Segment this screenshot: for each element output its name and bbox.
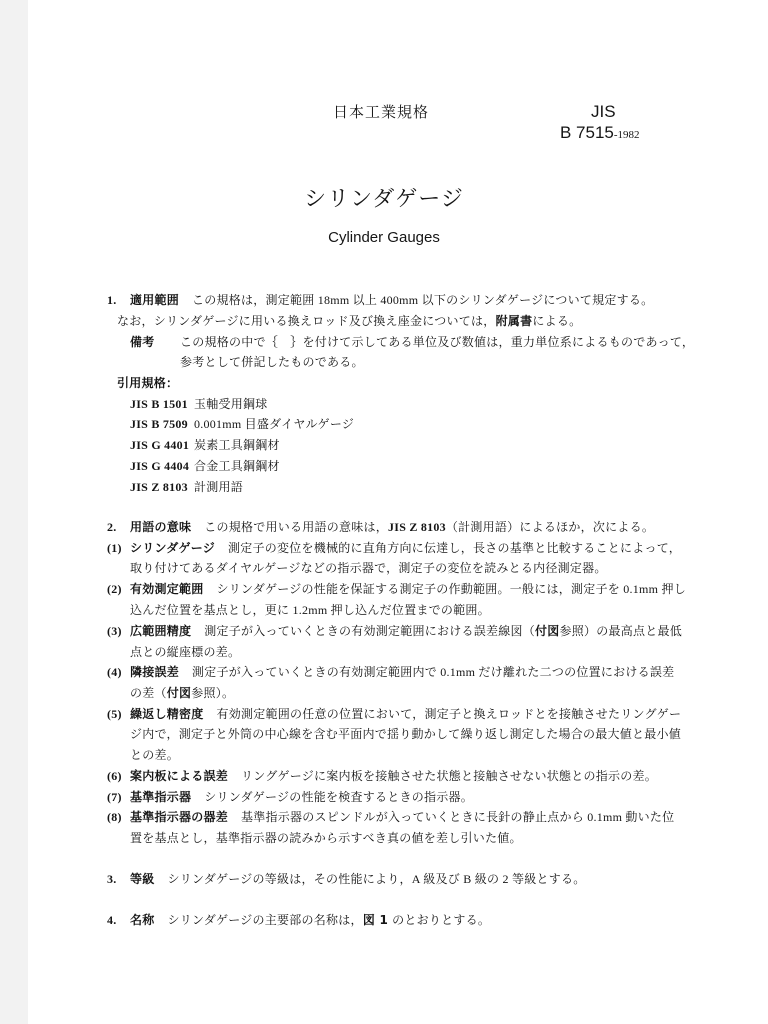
section-4-text-end: のとおりとする。 (392, 913, 491, 927)
definition-term: 案内板による誤差 (130, 769, 229, 783)
section-1-note-end: による。 (532, 314, 582, 328)
section-2-number: 2. (107, 520, 117, 534)
standard-code: B 7515 (560, 123, 614, 142)
definition-1-line-2: 取り付けてあるダイヤルゲージなどの指示器で，測定子の変位を読みとる内径測定器。 (130, 561, 607, 575)
cited-standard-title: 玉軸受用鋼球 (194, 397, 268, 411)
cited-standard-title: 0.001mm 目盛ダイヤルゲージ (194, 417, 355, 431)
definition-8-line-2: 置を基点とし，基準指示器の読みから示すべき真の値を差し引いた値。 (130, 831, 522, 845)
cited-standard-code: JIS Z 8103 (130, 480, 188, 494)
section-4-text: シリンダゲージの主要部の名称は， (167, 913, 363, 927)
section-3-heading: 等級 (130, 872, 155, 886)
cited-standard-title: 計測用語 (194, 480, 244, 494)
definition-8-line-1 (107, 807, 674, 827)
figure-1-reference: 図 1 (362, 913, 389, 927)
definition-text: 有効測定範囲の任意の位置において，測定子と換えロッドとを接触させたリングゲー (216, 707, 682, 721)
cited-standards-label: 引用規格： (117, 376, 179, 390)
definition-1-line-1 (107, 538, 681, 558)
definition-term: 有効測定範囲 (130, 582, 204, 596)
definition-6-line-1 (107, 766, 657, 786)
section-1-text: この規格は，測定範囲 18mm 以上 400mm 以下のシリンダゲージについて規定する。 (192, 293, 654, 307)
definition-text: の差（ (130, 686, 167, 700)
cited-standard-title: 合金工具鋼鋼材 (194, 459, 280, 473)
section-1-note-text: なお，シリンダゲージに用いる換えロッド及び換え座金については， (117, 314, 496, 328)
section-2-standard-reference: JIS Z 8103 (388, 520, 446, 534)
definition-number: (1) (107, 541, 122, 555)
definition-text: 基準指示器のスピンドルが入っていくときに長針の静止点から 0.1mm 動いた位 (241, 810, 675, 824)
remark-label: 備考 (130, 335, 155, 349)
definition-text: 測定子が入っていくときの有効測定範囲における誤差線図（ (204, 624, 536, 638)
section-3-grade-line (107, 869, 586, 889)
definition-3-line-2: 点との縦座標の差。 (130, 645, 241, 659)
definition-number: (3) (107, 624, 122, 638)
document-title: シリンダゲージ (304, 187, 464, 212)
section-4-heading: 名称 (130, 913, 155, 927)
cited-standard-code: JIS B 7509 (130, 417, 188, 431)
definition-number: (6) (107, 769, 122, 783)
definition-5-line-1 (107, 704, 681, 724)
cited-standard-item (130, 435, 280, 455)
definition-4-line-1 (107, 662, 674, 682)
definition-7-line-1 (107, 787, 473, 807)
section-3-text: シリンダゲージの等級は，その性能により，A 級及び B 級の 2 等級とする。 (167, 872, 586, 886)
definition-term: 基準指示器 (130, 790, 192, 804)
definition-term: 隣接誤差 (130, 665, 180, 679)
definition-text: シリンダゲージの性能を保証する測定子の作動範囲。一般には，測定子を 0.1mm 押し (216, 582, 686, 596)
remark-text: この規格の中で｛ ｝を付けて示してある単位及び数値は，重力単位系によるものであって， (180, 335, 695, 349)
remark-line-1 (130, 332, 694, 352)
definition-text: 測定子の変位を機械的に直角方向に伝達し，長さの基準と比較することによって， (228, 541, 682, 555)
definition-term: 基準指示器の器差 (130, 810, 229, 824)
standard-number (560, 122, 640, 146)
left-margin-strip (0, 0, 28, 1024)
section-1-scope-line (107, 290, 653, 310)
definition-3-line-1 (107, 621, 682, 641)
section-2-text-end: （計測用語）によるほか，次による。 (445, 520, 655, 534)
definition-term: 広範囲精度 (130, 624, 192, 638)
figure-reference: 付図 (535, 624, 560, 638)
definition-5-line-2: ジ内で，測定子と外筒の中心線を含む平面内で揺り動かして繰り返し測定した場合の最大値と最小値 (130, 727, 682, 741)
definition-text: シリンダゲージの性能を検査するときの指示器。 (204, 790, 474, 804)
cited-standard-item (130, 414, 354, 434)
section-2-heading: 用語の意味 (130, 520, 192, 534)
section-1-heading: 適用範囲 (130, 293, 180, 307)
section-4-number: 4. (107, 913, 117, 927)
annex-reference: 附属書 (495, 314, 533, 328)
cited-standard-code: JIS B 1501 (130, 397, 188, 411)
definition-4-line-2 (130, 683, 234, 703)
remark-line-2: 参考として併記したものである。 (180, 355, 364, 369)
section-3-number: 3. (107, 872, 117, 886)
definition-number: (7) (107, 790, 122, 804)
definition-text: リングゲージに案内板を接触させた状態と接触させない状態との指示の差。 (241, 769, 658, 783)
cited-standard-item (130, 477, 243, 497)
definition-term: シリンダゲージ (130, 541, 216, 555)
cited-standard-title: 炭素工具鋼鋼材 (194, 438, 280, 452)
definition-number: (4) (107, 665, 122, 679)
standard-org-name: 日本工業規格 (333, 103, 430, 121)
standard-year: -1982 (613, 129, 640, 141)
definition-text: 測定子が入っていくときの有効測定範囲内で 0.1mm だけ離れた二つの位置における誤差 (192, 665, 675, 679)
definition-number: (2) (107, 582, 122, 596)
section-2-text: この規格で用いる用語の意味は， (204, 520, 389, 534)
definition-2-line-2: 込んだ位置を基点とし，更に 1.2mm 押し込んだ位置までの範囲。 (130, 603, 490, 617)
section-1-note-line (117, 311, 581, 331)
cited-standard-item (130, 394, 268, 414)
jis-mark: JIS (591, 102, 616, 121)
definition-2-line-1 (107, 579, 686, 599)
section-4-names-line (107, 910, 490, 930)
definition-number: (8) (107, 810, 122, 824)
cited-standard-item (130, 456, 280, 476)
definition-text-end: 参照）の最高点と最低 (559, 624, 683, 638)
definition-term: 繰返し精密度 (130, 707, 204, 721)
definition-number: (5) (107, 707, 122, 721)
section-2-terms-line (107, 517, 654, 537)
cited-standard-code: JIS G 4401 (130, 438, 190, 452)
definition-text-end: 参照）。 (191, 686, 235, 700)
cited-standard-code: JIS G 4404 (130, 459, 190, 473)
document-title-english: Cylinder Gauges (328, 229, 440, 246)
definition-5-line-3: との差。 (130, 748, 180, 762)
section-1-number: 1. (107, 293, 117, 307)
figure-reference: 付図 (166, 686, 192, 700)
